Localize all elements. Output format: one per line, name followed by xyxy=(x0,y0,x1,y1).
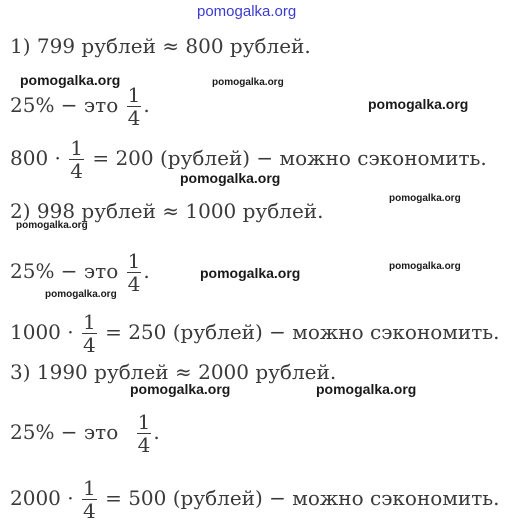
calc-result: = 500 (рублей) − можно сэкономить. xyxy=(105,486,500,510)
calculation-line-3 xyxy=(10,477,500,522)
percent-text: 25% − это xyxy=(10,259,119,283)
period: . xyxy=(143,259,150,283)
watermark: pomogalka.org xyxy=(130,381,231,397)
approximation-line-3: 3) 1990 рублей ≈ 2000 рублей. xyxy=(10,360,337,384)
percent-line-2 xyxy=(10,250,150,295)
fraction xyxy=(127,250,142,295)
fraction xyxy=(137,411,152,456)
calc-base: 800 · xyxy=(10,146,61,170)
period: . xyxy=(143,93,150,117)
percent-line-1 xyxy=(10,84,150,129)
fraction xyxy=(82,477,97,522)
percent-line-3 xyxy=(10,411,160,456)
calc-base: 1000 · xyxy=(10,320,74,344)
fraction-denominator: 4 xyxy=(70,159,83,183)
watermark: pomogalka.org xyxy=(368,96,469,112)
watermark: pomogalka.org xyxy=(212,77,284,88)
watermark: pomogalka.org xyxy=(200,265,301,281)
watermark: pomogalka.org xyxy=(197,3,297,20)
calculation-line-2 xyxy=(10,311,500,356)
watermark: pomogalka.org xyxy=(16,220,88,231)
calculation-line-1 xyxy=(10,137,487,182)
watermark: pomogalka.org xyxy=(316,381,417,397)
fraction-denominator: 4 xyxy=(82,499,96,523)
fraction-numerator: 1 xyxy=(127,249,141,273)
watermark: pomogalka.org xyxy=(389,193,461,204)
watermark: pomogalka.org xyxy=(180,170,281,186)
fraction-denominator: 4 xyxy=(127,106,141,130)
approximation-line-2: 2) 998 рублей ≈ 1000 рублей. xyxy=(10,199,324,223)
fraction-numerator: 1 xyxy=(127,83,141,107)
fraction-numerator: 1 xyxy=(82,476,96,500)
fraction-denominator: 4 xyxy=(82,333,96,357)
fraction xyxy=(82,311,97,356)
approximation-line-1: 1) 799 рублей ≈ 800 рублей. xyxy=(10,34,311,58)
fraction xyxy=(127,84,142,129)
percent-text: 25% − это xyxy=(10,93,119,117)
fraction-denominator: 4 xyxy=(137,433,151,457)
watermark: pomogalka.org xyxy=(389,261,461,272)
fraction xyxy=(69,137,84,182)
calc-result: = 250 (рублей) − можно сэкономить. xyxy=(105,320,500,344)
fraction-denominator: 4 xyxy=(127,272,141,296)
percent-text: 25% − это xyxy=(10,420,119,444)
period: . xyxy=(153,420,160,444)
fraction-numerator: 1 xyxy=(137,410,151,434)
fraction-numerator: 1 xyxy=(82,310,96,334)
calc-base: 2000 · xyxy=(10,486,74,510)
watermark: pomogalka.org xyxy=(45,289,117,300)
watermark: pomogalka.org xyxy=(20,72,121,88)
calc-result: = 200 (рублей) − можно сэкономить. xyxy=(92,146,487,170)
fraction-numerator: 1 xyxy=(70,136,83,160)
